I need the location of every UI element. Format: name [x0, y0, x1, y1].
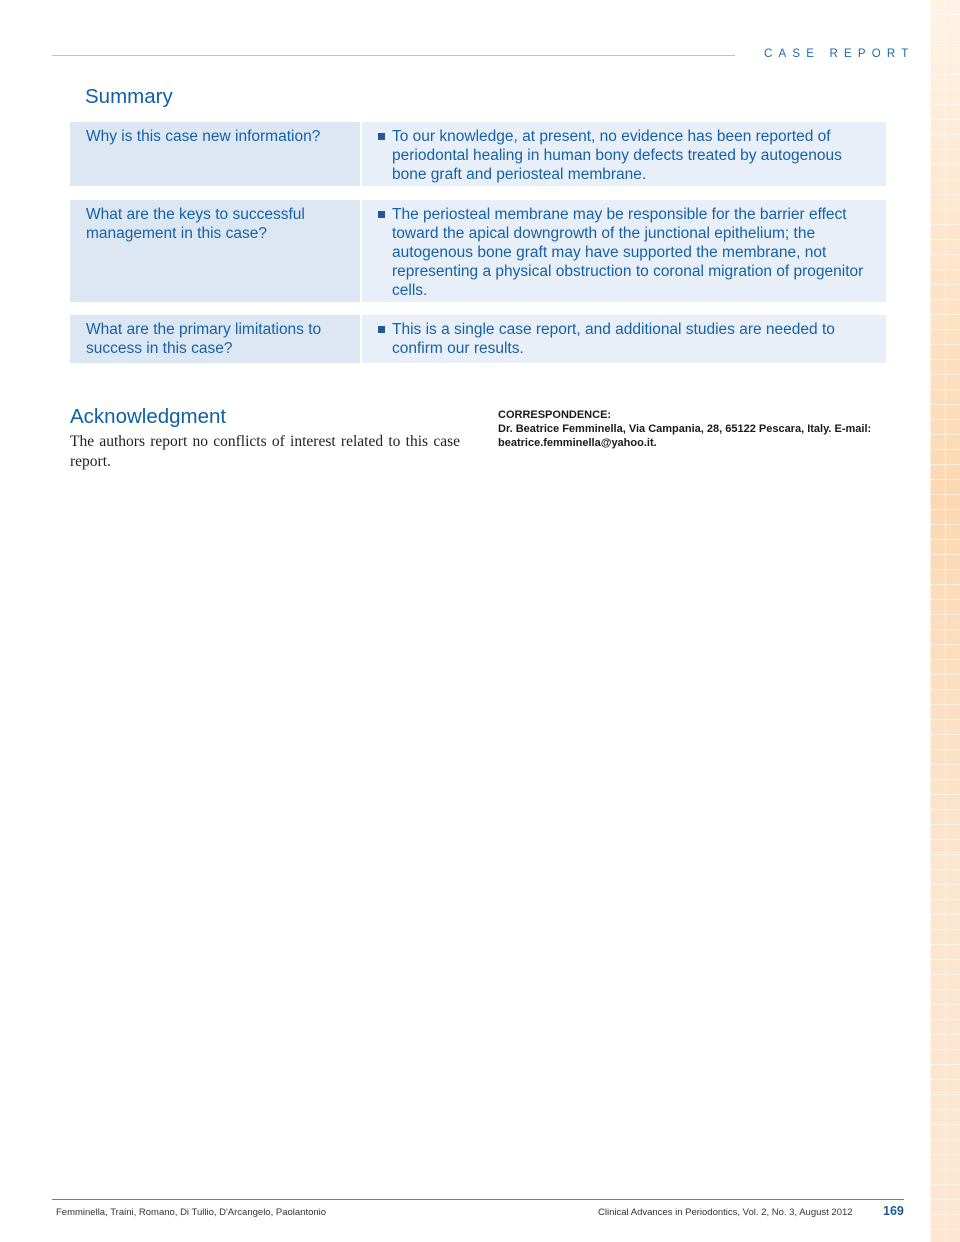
summary-answer — [362, 200, 886, 302]
footer-rule — [52, 1199, 904, 1200]
page-number: 169 — [883, 1204, 904, 1218]
summary-answer-text: To our knowledge, at present, no evidence has been reported of periodontal healing in human bony defects treated by autogenous bone graft and periosteal membrane. — [392, 128, 842, 183]
summary-answer — [362, 315, 886, 363]
correspondence-label: CORRESPONDENCE: — [498, 409, 612, 421]
acknowledgment-body: The authors report no conflicts of interest related to this case report. — [70, 433, 460, 470]
summary-question: What are the primary limitations to success in this case? — [70, 315, 360, 363]
header-rule — [52, 55, 735, 56]
correspondence-body: Dr. Beatrice Femminella, Via Campania, 28, 65122 Pescara, Italy. E-mail: beatrice.femminella@yahoo.it. — [498, 423, 872, 449]
section-label: CASE REPORT — [764, 48, 915, 60]
acknowledgment-title: Acknowledgment — [70, 405, 227, 428]
decorative-side-strip — [930, 0, 960, 1242]
footer-authors: Femminella, Traini, Romano, Di Tullio, D'Arcangelo, Paolantonio — [56, 1207, 327, 1218]
summary-row — [70, 315, 886, 363]
summary-row — [70, 122, 886, 186]
summary-answer-text: The periosteal membrane may be responsible for the barrier effect toward the apical downgrowth of the junctional epithelium; the autogenous bone graft may have supported the membrane, not representing a physical obstruction to coronal migration of progenitor cells. — [392, 206, 864, 299]
bullet-square-icon — [378, 133, 385, 140]
summary-answer — [362, 122, 886, 186]
footer-journal-citation: Clinical Advances in Periodontics, Vol. 2, No. 3, August 2012 — [598, 1207, 853, 1218]
summary-answer-text: This is a single case report, and additional studies are needed to confirm our results. — [392, 321, 835, 357]
bullet-square-icon — [378, 326, 385, 333]
summary-question: What are the keys to successful management in this case? — [70, 200, 360, 302]
summary-row — [70, 200, 886, 302]
bullet-square-icon — [378, 211, 385, 218]
summary-title: Summary — [85, 85, 173, 108]
summary-question: Why is this case new information? — [70, 122, 360, 186]
